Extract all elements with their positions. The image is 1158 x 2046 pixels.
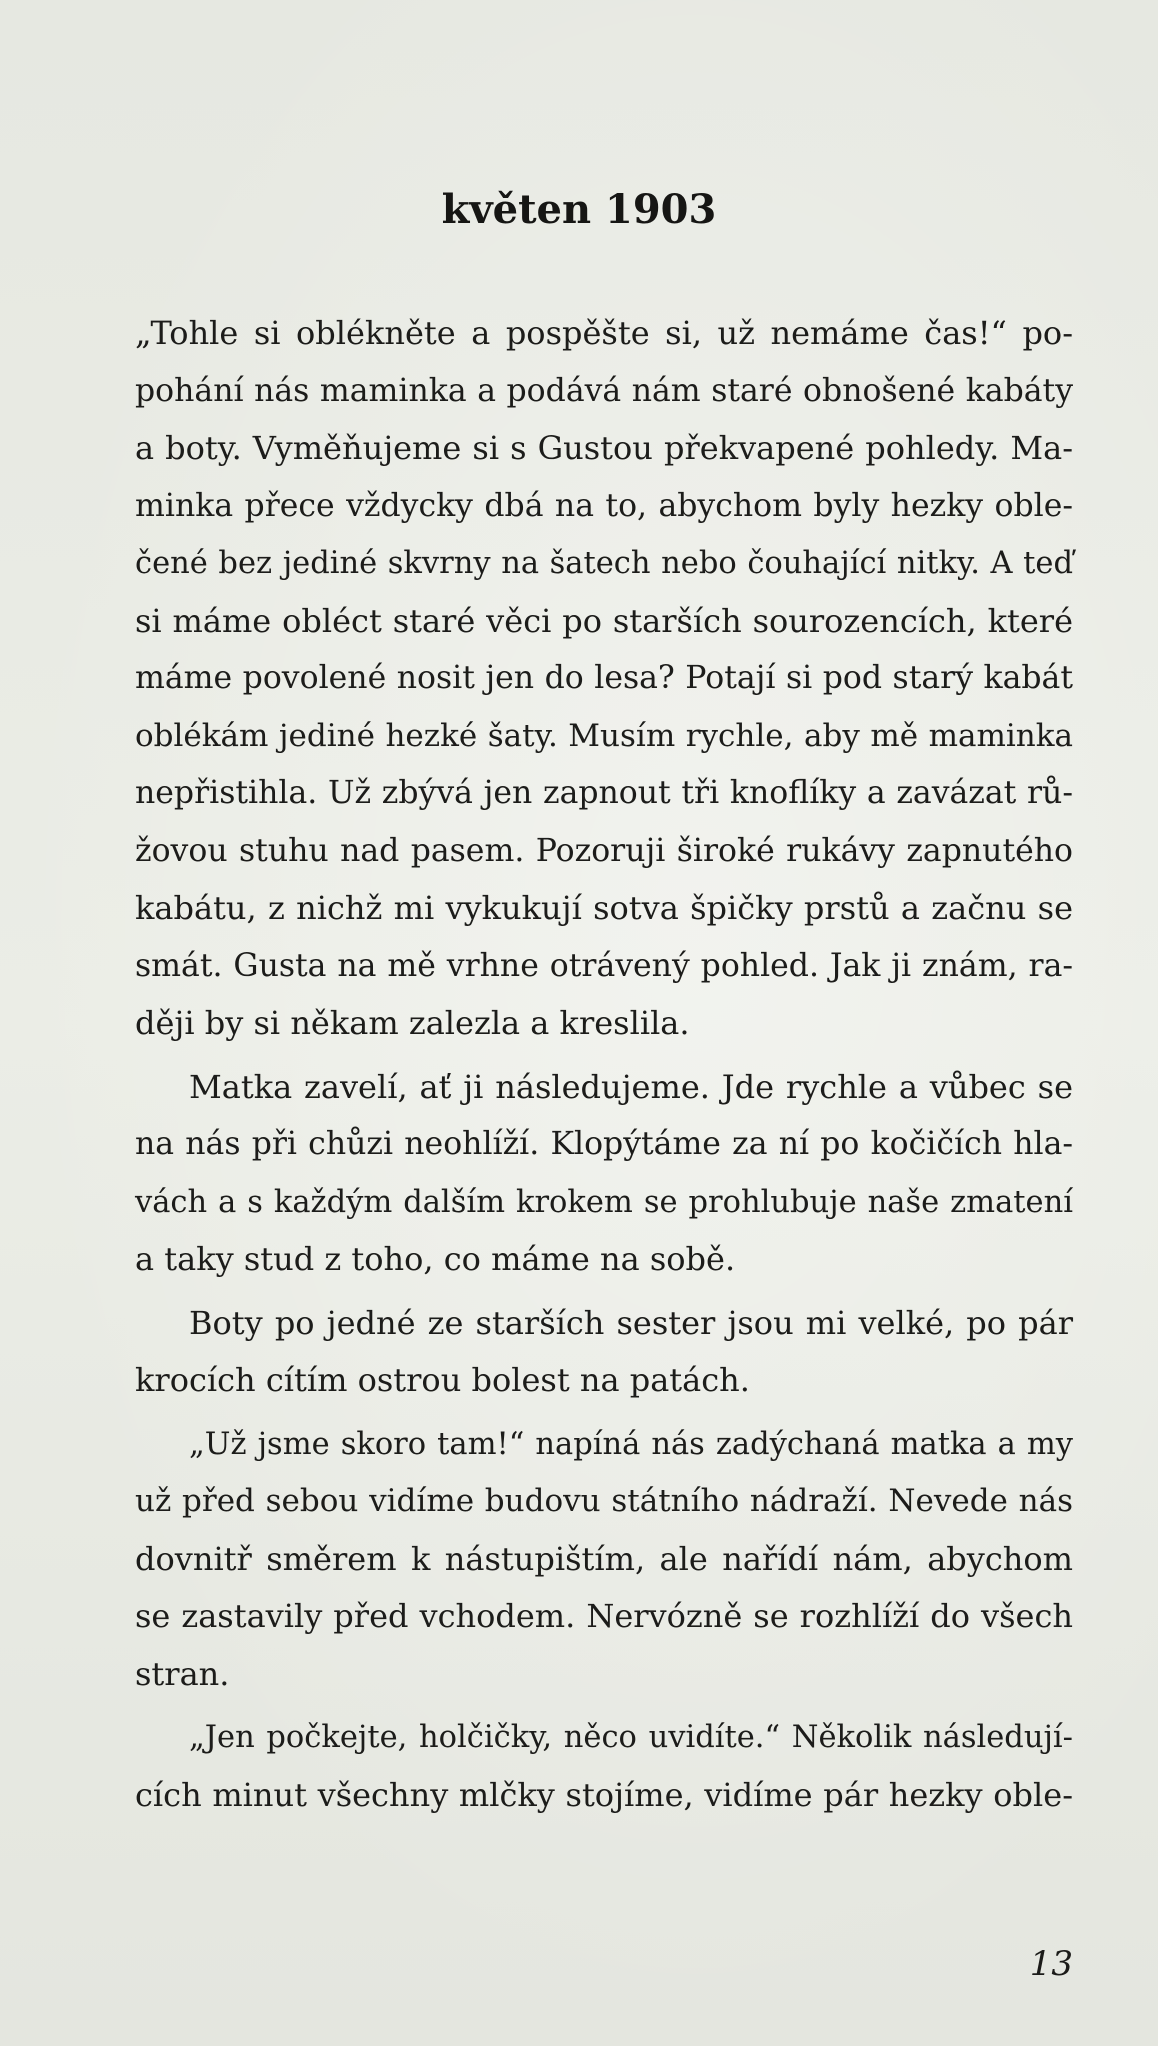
text-line: minka přece vždycky dbá na to, abychom byly hezky oble- (135, 487, 1073, 524)
text-line: krocích cítím ostrou bolest na patách. (135, 1361, 750, 1399)
text-line: oblékám jediné hezké šaty. Musím rychle, aby mě maminka (135, 717, 1073, 754)
paragraph-5 (135, 1709, 1073, 1824)
text-line: „Jen počkejte, holčičky, něco uvidíte.“ Několik následují- (189, 1720, 1073, 1755)
text-line: Boty po jedné ze starších sester jsou mi velké, po pár (189, 1303, 1073, 1342)
text-line: žovou stuhu nad pasem. Pozoruji široké rukávy zapnutého (135, 832, 1073, 869)
text-line: nepřistihla. Už zbývá jen zapnout tři knoflíky a zavázat rů- (135, 775, 1073, 811)
text-line: ději by si někam zalezla a kreslila. (135, 1004, 690, 1042)
text-line: a boty. Vyměňujeme si s Gustou překvapené pohledy. Ma- (135, 429, 1073, 467)
paragraph-1 (135, 305, 1073, 1053)
text-line: se zastavily před vchodem. Nervózně se rozhlíží do všech (135, 1597, 1073, 1635)
text-line: pohání nás maminka a podává nám staré obnošené kabáty (135, 372, 1073, 409)
text-line: vách a s každým dalším krokem se prohlubuje naše zmatení (135, 1184, 1073, 1220)
text-line: „Už jsme skoro tam!“ napíná nás zadýchaná matka a my (189, 1426, 1073, 1462)
body-text (135, 305, 1073, 1824)
text-line: máme povolené nosit jen do lesa? Potají si pod starý kabát (135, 660, 1073, 696)
text-line: stran. (135, 1654, 230, 1693)
text-line: „Tohle si oblékněte a pospěšte si, už nemáme čas!“ po- (135, 314, 1073, 352)
text-line: na nás při chůzi neohlíží. Klopýtáme za ní po kočičích hla- (135, 1126, 1073, 1162)
text-line: smát. Gusta na mě vrhne otrávený pohled. Jak ji znám, ra- (135, 947, 1073, 984)
text-line: čené bez jediné skvrny na šatech nebo čouhající nitky. A teď (135, 546, 1073, 581)
paragraph-2 (135, 1059, 1073, 1289)
text-line: dovnitř směrem k nástupištím, ale nařídí nám, abychom (135, 1539, 1073, 1578)
chapter-title: květen 1903 (441, 186, 717, 233)
text-line: si máme obléct staré věci po starších sourozencích, které (135, 601, 1073, 640)
text-line: kabátu, z nichž mi vykukují sotva špičky prstů a začnu se (135, 889, 1073, 927)
text-line: už před sebou vidíme budovu státního nádraží. Nevede nás (135, 1483, 1073, 1519)
paragraph-3 (135, 1295, 1073, 1410)
text-line: cích minut všechny mlčky stojíme, vidíme pár hezky oble- (135, 1775, 1073, 1814)
page-number: 13 (1029, 1944, 1073, 1984)
text-line: a taky stud z toho, co máme na sobě. (135, 1240, 736, 1278)
text-line: Matka zavelí, ať ji následujeme. Jde rychle a vůbec se (189, 1067, 1073, 1106)
paragraph-4 (135, 1416, 1073, 1704)
